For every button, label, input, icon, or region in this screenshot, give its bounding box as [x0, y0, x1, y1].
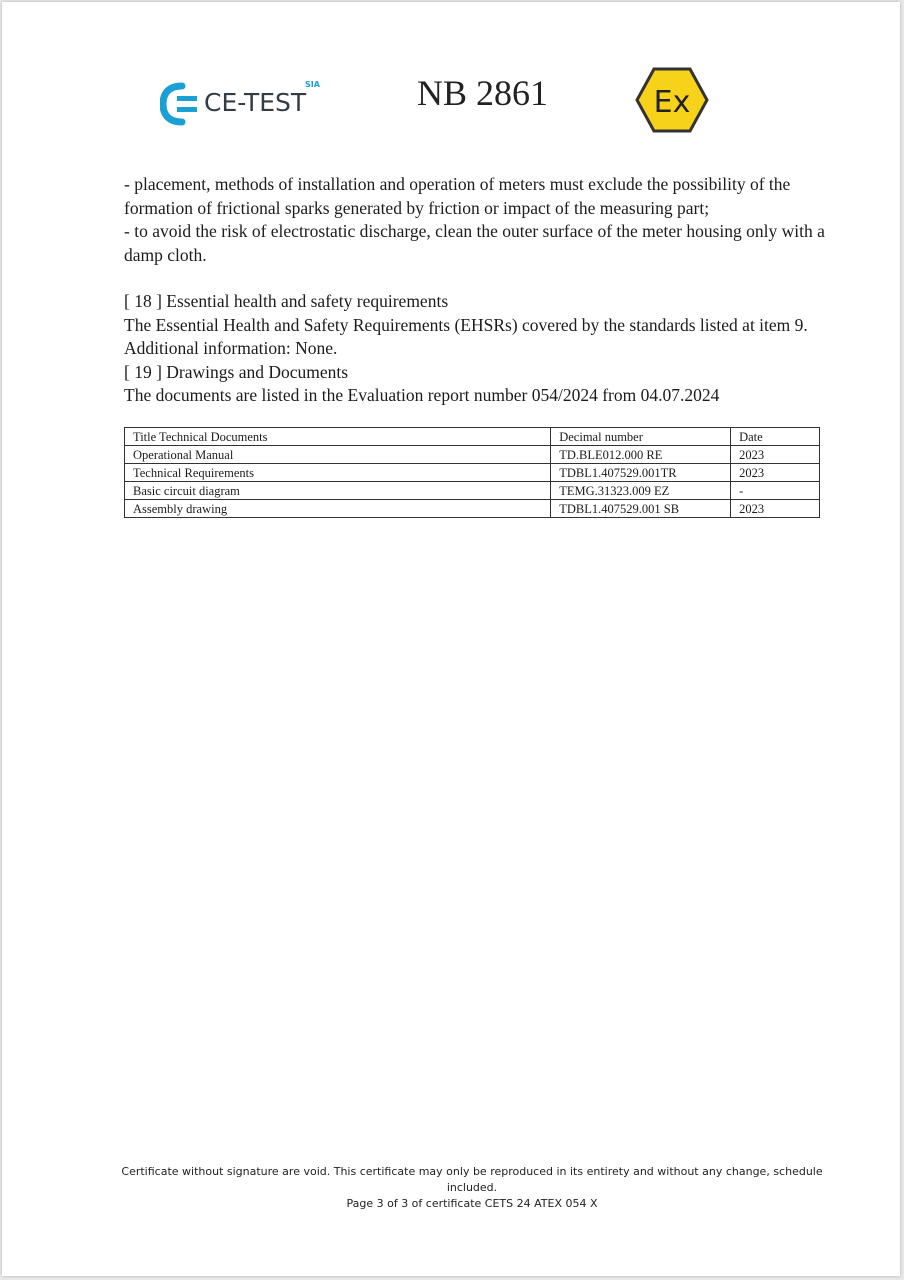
documents-table [124, 427, 820, 518]
table-cell: 2023 [731, 446, 820, 464]
additional-information: Additional information: None. [124, 338, 338, 358]
section-19-heading: [ 19 ] Drawings and Documents [124, 361, 349, 382]
table-cell: Technical Requirements [125, 464, 551, 482]
section-18-heading: [ 18 ] Essential health and safety requirements [124, 291, 449, 311]
table-cell: 2023 [731, 500, 820, 518]
table-header-cell: Date [731, 428, 820, 446]
table-cell: Basic circuit diagram [125, 482, 551, 500]
bullet-electrostatic: - to avoid the risk of electrostatic discharge, clean the outer surface of the meter housing only with a damp cloth. [124, 221, 825, 265]
section-18-text: The Essential Health and Safety Requirements (EHSRs) covered by the standards listed at item 9. [124, 314, 808, 335]
table-header-row [125, 428, 820, 446]
table-cell: TEMG.31323.009 EZ [551, 482, 731, 500]
ce-test-logo-text: CE-TEST [204, 88, 307, 117]
footer-page-info: Page 3 of 3 of certificate CETS 24 ATEX 054 X [346, 1197, 598, 1210]
table-row [125, 464, 820, 482]
table-cell: 2023 [731, 464, 820, 482]
table-cell: TDBL1.407529.001TR [551, 464, 731, 482]
table-row [125, 500, 820, 518]
table-header-cell: Title Technical Documents [125, 428, 551, 446]
ex-mark-icon [634, 66, 710, 134]
ex-mark-text: Ex [653, 85, 691, 120]
section-19-text: The documents are listed in the Evaluation report number 054/2024 from 04.07.2024 [124, 385, 720, 405]
page-footer [112, 1164, 832, 1212]
ce-test-logo-icon [160, 80, 202, 128]
ce-test-logo [160, 80, 340, 128]
document-body [124, 173, 836, 408]
table-cell: - [731, 482, 820, 500]
document-page [2, 2, 900, 1276]
table-row [125, 446, 820, 464]
bullet-friction-sparks: - placement, methods of installation and operation of meters must exclude the possibility of the formation of frictional sparks generated by friction or impact of the measuring part; [124, 174, 791, 218]
table-cell: Operational Manual [125, 446, 551, 464]
table-header-cell: Decimal number [551, 428, 731, 446]
page-header [2, 2, 900, 152]
footer-disclaimer: Certificate without signature are void. This certificate may only be reproduced in its entirety and without any change, schedule included. [121, 1165, 823, 1194]
notified-body-number: NB 2861 [417, 73, 549, 113]
table-cell: TD.BLE012.000 RE [551, 446, 731, 464]
table-cell: TDBL1.407529.001 SB [551, 500, 731, 518]
ce-test-logo-superscript: SIA [305, 80, 320, 89]
table-cell: Assembly drawing [125, 500, 551, 518]
table-row [125, 482, 820, 500]
